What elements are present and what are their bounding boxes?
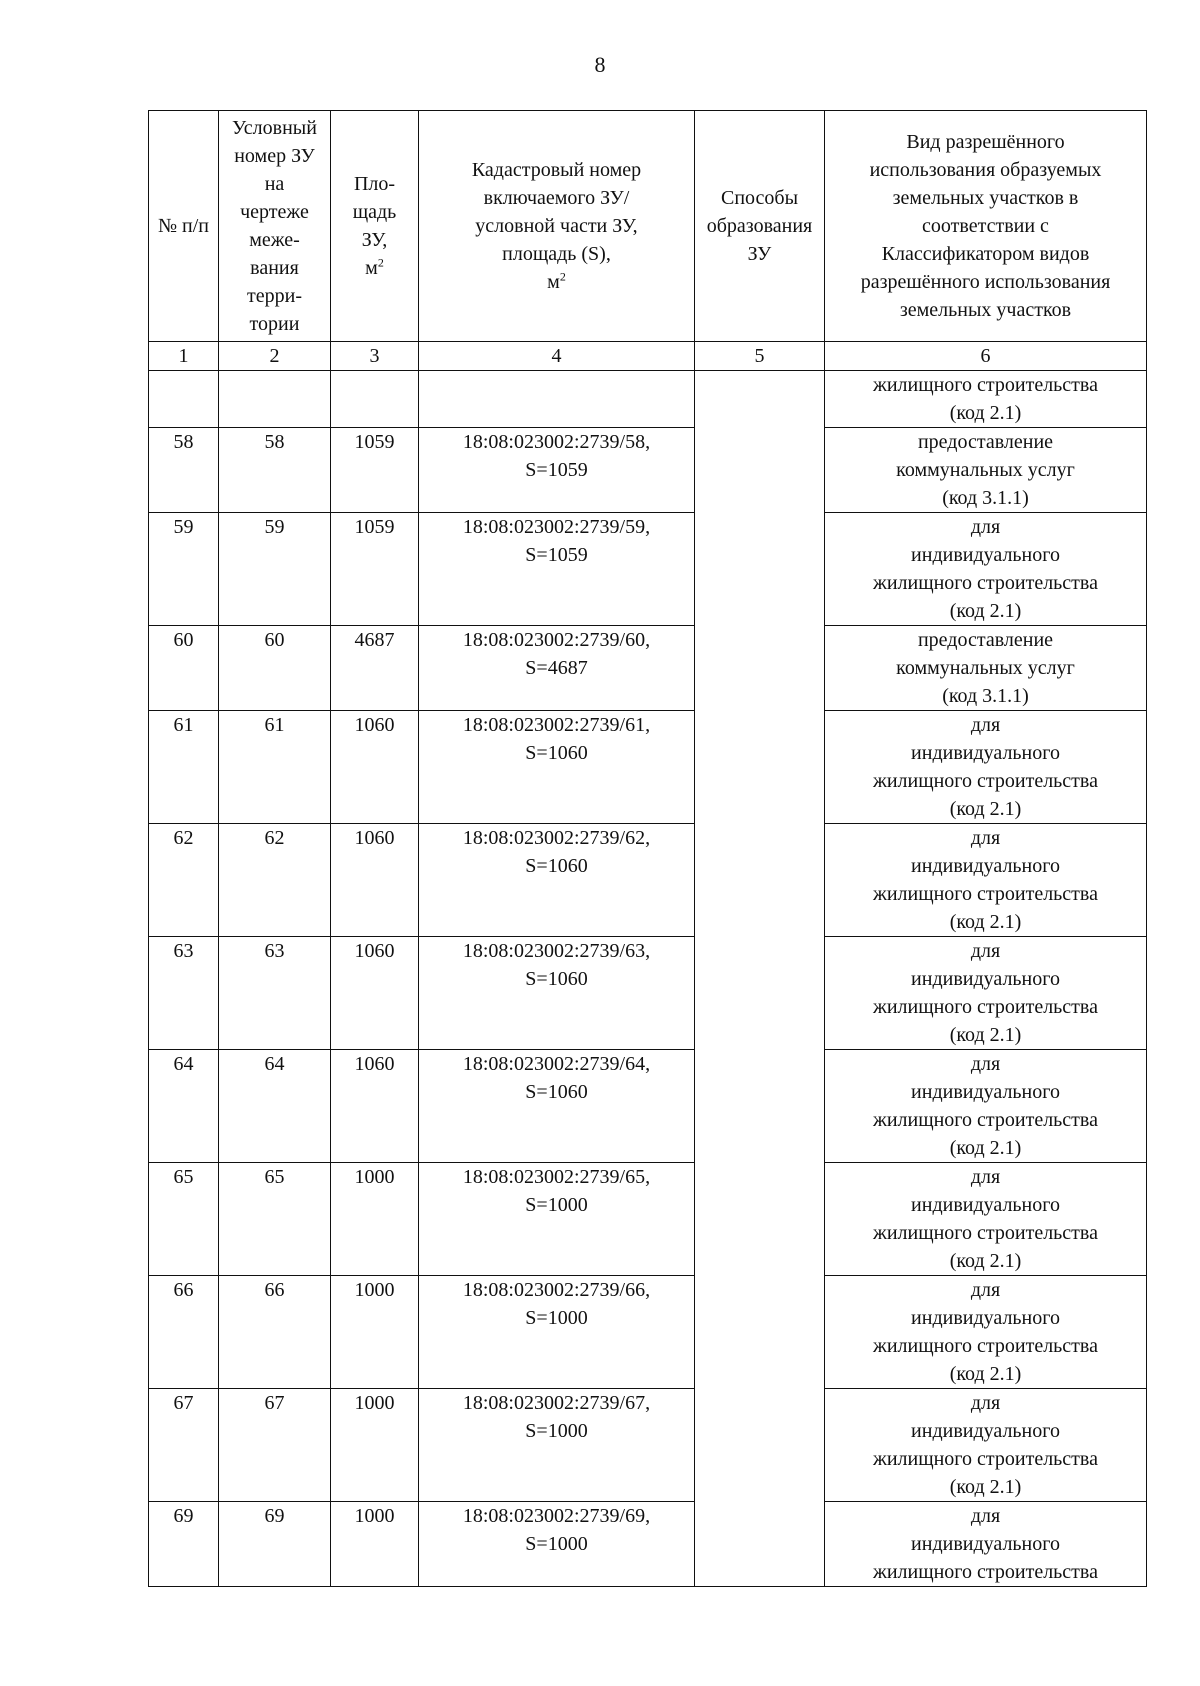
row-number-cell: 65	[149, 1163, 219, 1276]
permitted-use-cell	[825, 428, 1147, 513]
permitted-use-cell	[825, 371, 1147, 428]
area-cell: 1060	[331, 824, 419, 937]
permitted-use-line: (код 3.1.1)	[942, 685, 1029, 707]
superscript: 2	[559, 269, 566, 284]
cadastral-line: 18:08:023002:2739/61,	[462, 714, 651, 736]
permitted-use-cell	[825, 626, 1147, 711]
header-line: использования образуемых	[869, 159, 1102, 181]
cadastral-line: 18:08:023002:2739/67,	[462, 1392, 651, 1414]
column-number: 5	[695, 342, 825, 371]
area-cell: 1060	[331, 711, 419, 824]
permitted-use-line: для	[970, 1053, 1001, 1075]
cadastral-line: S=1060	[525, 742, 588, 764]
column-number: 4	[419, 342, 695, 371]
permitted-use-cell	[825, 824, 1147, 937]
table-row	[149, 428, 1147, 513]
permitted-use-cell	[825, 513, 1147, 626]
cadastral-line: S=1000	[525, 1194, 588, 1216]
cadastral-number-cell	[419, 1502, 695, 1587]
row-number-cell: 60	[149, 626, 219, 711]
permitted-use-line: жилищного строительства	[873, 996, 1098, 1018]
cadastral-line: S=1059	[525, 459, 588, 481]
cadastral-number-cell	[419, 1276, 695, 1389]
header-line: Классификатором видов	[881, 243, 1090, 265]
header-number	[149, 111, 219, 342]
conditional-number-cell: 59	[219, 513, 331, 626]
cadastral-line: S=1060	[525, 968, 588, 990]
header-line: $м^2$	[547, 269, 566, 293]
header-line: номер ЗУ	[234, 145, 315, 167]
permitted-use-line: индивидуального	[911, 544, 1060, 566]
header-area	[331, 111, 419, 342]
row-number-cell: 59	[149, 513, 219, 626]
land-plots-table	[148, 110, 1147, 1587]
header-line: меже-	[249, 229, 300, 251]
area-cell: 1059	[331, 428, 419, 513]
cadastral-number-cell	[419, 1163, 695, 1276]
conditional-number-cell: 67	[219, 1389, 331, 1502]
permitted-use-line: (код 2.1)	[949, 911, 1022, 933]
area-cell: 1000	[331, 1163, 419, 1276]
permitted-use-line: жилищного строительства	[873, 1448, 1098, 1470]
table-row	[149, 1276, 1147, 1389]
permitted-use-cell	[825, 937, 1147, 1050]
cadastral-number-cell	[419, 937, 695, 1050]
permitted-use-line: предоставление	[917, 431, 1054, 453]
cadastral-line: 18:08:023002:2739/64,	[462, 1053, 651, 1075]
permitted-use-line: жилищного строительства	[873, 374, 1098, 396]
header-line: Вид разрешённого	[906, 131, 1065, 153]
cadastral-line: 18:08:023002:2739/62,	[462, 827, 651, 849]
permitted-use-line: индивидуального	[911, 742, 1060, 764]
permitted-use-line: жилищного строительства	[873, 883, 1098, 905]
header-line: ЗУ,	[361, 229, 388, 251]
permitted-use-line: (код 2.1)	[949, 1476, 1022, 1498]
cadastral-line: S=1000	[525, 1307, 588, 1329]
header-cadastral-number	[419, 111, 695, 342]
area-cell: 1059	[331, 513, 419, 626]
conditional-number-cell: 62	[219, 824, 331, 937]
row-number-cell: 62	[149, 824, 219, 937]
conditional-number-cell: 65	[219, 1163, 331, 1276]
column-number: 3	[331, 342, 419, 371]
permitted-use-line: для	[970, 1392, 1001, 1414]
formation-method-cell	[695, 371, 825, 1587]
area-cell: 1000	[331, 1389, 419, 1502]
permitted-use-line: индивидуального	[911, 1081, 1060, 1103]
column-number-row	[149, 342, 1147, 371]
cadastral-number-cell	[419, 711, 695, 824]
cadastral-number-cell	[419, 1389, 695, 1502]
cadastral-line: 18:08:023002:2739/63,	[462, 940, 651, 962]
header-line: земельных участков	[899, 299, 1072, 321]
conditional-number-cell: 66	[219, 1276, 331, 1389]
permitted-use-line: жилищного строительства	[873, 770, 1098, 792]
header-line: тории	[249, 313, 300, 335]
area-cell: 1000	[331, 1502, 419, 1587]
header-number-label: № п/п	[157, 215, 210, 237]
permitted-use-line: жилищного строительства	[873, 1222, 1098, 1244]
permitted-use-line: (код 2.1)	[949, 600, 1022, 622]
header-line: площадь (S),	[502, 243, 611, 265]
permitted-use-cell	[825, 1050, 1147, 1163]
permitted-use-line: индивидуального	[911, 1420, 1060, 1442]
header-line: Кадастровый номер	[471, 159, 642, 181]
cadastral-line: S=4687	[525, 657, 588, 679]
header-line: вания	[250, 257, 299, 279]
conditional-number-cell: 60	[219, 626, 331, 711]
permitted-use-line: для	[970, 827, 1001, 849]
permitted-use-line: индивидуального	[911, 968, 1060, 990]
row-number-cell: 66	[149, 1276, 219, 1389]
header-conditional-number	[219, 111, 331, 342]
empty-cell	[331, 371, 419, 428]
empty-cell	[219, 371, 331, 428]
permitted-use-line: коммунальных услуг	[896, 459, 1075, 481]
permitted-use-line: предоставление	[917, 629, 1054, 651]
permitted-use-cell	[825, 1502, 1147, 1587]
permitted-use-line: для	[970, 940, 1001, 962]
area-cell: 1060	[331, 1050, 419, 1163]
header-line: соответствии с	[922, 215, 1049, 237]
table-header-row	[149, 111, 1147, 342]
cadastral-line: 18:08:023002:2739/65,	[462, 1166, 651, 1188]
cadastral-number-cell	[419, 428, 695, 513]
permitted-use-cell	[825, 1276, 1147, 1389]
permitted-use-line: индивидуального	[911, 855, 1060, 877]
header-formation-method	[695, 111, 825, 342]
permitted-use-cell	[825, 711, 1147, 824]
permitted-use-line: (код 2.1)	[949, 1137, 1022, 1159]
permitted-use-line: коммунальных услуг	[896, 657, 1075, 679]
cadastral-number-cell	[419, 1050, 695, 1163]
table-row	[149, 1050, 1147, 1163]
header-line: земельных участков в	[892, 187, 1079, 209]
cadastral-line: 18:08:023002:2739/59,	[462, 516, 651, 538]
cadastral-number-cell	[419, 513, 695, 626]
table-row	[149, 513, 1147, 626]
header-line: Пло-	[353, 173, 396, 195]
permitted-use-line: для	[970, 1166, 1001, 1188]
header-line: Условный	[232, 117, 317, 139]
permitted-use-line: для	[970, 1505, 1001, 1527]
cadastral-line: 18:08:023002:2739/66,	[462, 1279, 651, 1301]
permitted-use-line: (код 2.1)	[949, 1250, 1022, 1272]
header-line: чертеже	[240, 201, 309, 223]
page-number: 8	[594, 52, 606, 77]
empty-cell	[149, 371, 219, 428]
cadastral-line: S=1000	[525, 1533, 588, 1555]
permitted-use-line: для	[970, 1279, 1001, 1301]
row-number-cell: 58	[149, 428, 219, 513]
row-number-cell: 63	[149, 937, 219, 1050]
header-line: $м^2$	[365, 255, 384, 279]
column-number: 1	[149, 342, 219, 371]
permitted-use-line: жилищного строительства	[873, 1561, 1098, 1583]
permitted-use-line: для	[970, 516, 1001, 538]
cadastral-line: 18:08:023002:2739/58,	[462, 431, 651, 453]
cadastral-number-cell	[419, 626, 695, 711]
permitted-use-line: индивидуального	[911, 1194, 1060, 1216]
superscript: 2	[377, 255, 384, 270]
cadastral-number-cell	[419, 824, 695, 937]
header-line: условной части ЗУ,	[475, 215, 638, 237]
table-row	[149, 824, 1147, 937]
table-row	[149, 937, 1147, 1050]
header-line: терри-	[247, 285, 302, 307]
permitted-use-line: для	[970, 714, 1001, 736]
header-line: ЗУ	[747, 243, 772, 265]
permitted-use-line: индивидуального	[911, 1533, 1060, 1555]
permitted-use-line: индивидуального	[911, 1307, 1060, 1329]
permitted-use-line: жилищного строительства	[873, 1335, 1098, 1357]
empty-cell	[419, 371, 695, 428]
cadastral-line: S=1059	[525, 544, 588, 566]
permitted-use-line: жилищного строительства	[873, 572, 1098, 594]
table-row	[149, 1502, 1147, 1587]
header-line: на	[264, 173, 285, 195]
conditional-number-cell: 58	[219, 428, 331, 513]
header-permitted-use	[825, 111, 1147, 342]
permitted-use-cell	[825, 1163, 1147, 1276]
header-line: включаемого ЗУ/	[483, 187, 630, 209]
continuation-row	[149, 371, 1147, 428]
row-number-cell: 64	[149, 1050, 219, 1163]
table-row	[149, 1163, 1147, 1276]
column-number: 6	[825, 342, 1147, 371]
cadastral-line: S=1060	[525, 855, 588, 877]
area-cell: 4687	[331, 626, 419, 711]
conditional-number-cell: 64	[219, 1050, 331, 1163]
header-line: Способы	[720, 187, 799, 209]
permitted-use-line: (код 3.1.1)	[942, 487, 1029, 509]
area-cell: 1060	[331, 937, 419, 1050]
permitted-use-line: (код 2.1)	[949, 402, 1022, 424]
table-row	[149, 1389, 1147, 1502]
table-row	[149, 711, 1147, 824]
conditional-number-cell: 69	[219, 1502, 331, 1587]
cadastral-line: S=1060	[525, 1081, 588, 1103]
conditional-number-cell: 63	[219, 937, 331, 1050]
row-number-cell: 69	[149, 1502, 219, 1587]
area-cell: 1000	[331, 1276, 419, 1389]
cadastral-line: 18:08:023002:2739/60,	[462, 629, 651, 651]
header-line: разрешённого использования	[860, 271, 1111, 293]
column-number: 2	[219, 342, 331, 371]
header-line: щадь	[352, 201, 397, 223]
permitted-use-line: жилищного строительства	[873, 1109, 1098, 1131]
permitted-use-line: (код 2.1)	[949, 1363, 1022, 1385]
cadastral-line: 18:08:023002:2739/69,	[462, 1505, 651, 1527]
conditional-number-cell: 61	[219, 711, 331, 824]
permitted-use-line: (код 2.1)	[949, 1024, 1022, 1046]
permitted-use-cell	[825, 1389, 1147, 1502]
table-row	[149, 626, 1147, 711]
cadastral-line: S=1000	[525, 1420, 588, 1442]
header-line: образования	[706, 215, 813, 237]
row-number-cell: 67	[149, 1389, 219, 1502]
row-number-cell: 61	[149, 711, 219, 824]
permitted-use-line: (код 2.1)	[949, 798, 1022, 820]
